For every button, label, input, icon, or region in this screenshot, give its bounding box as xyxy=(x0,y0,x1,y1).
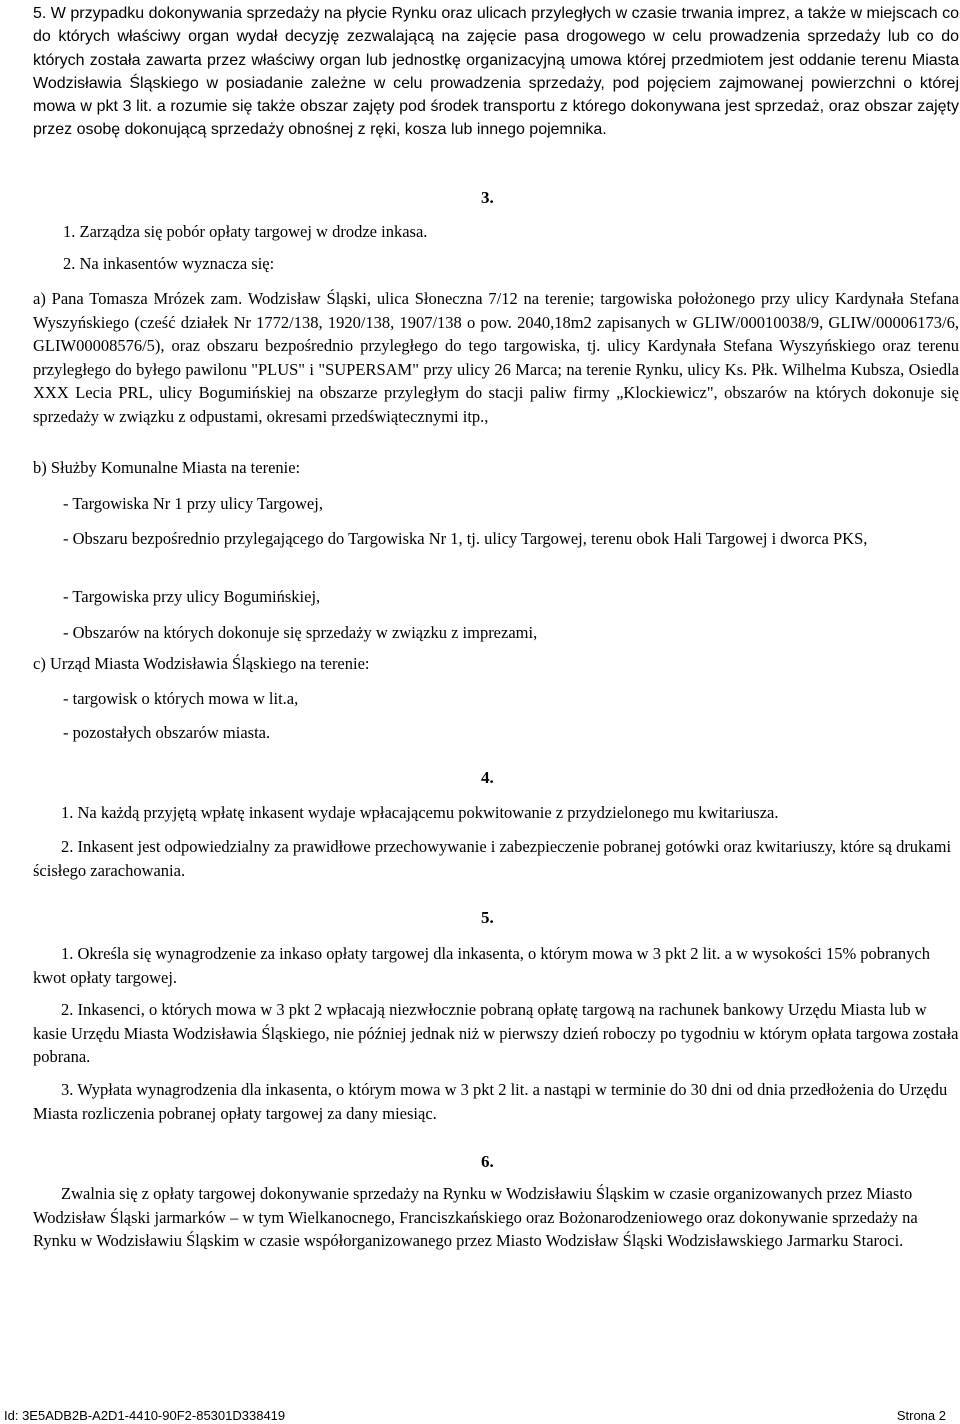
section-3-heading: 3. xyxy=(481,188,494,207)
collector-c-area-2: - pozostałych obszarów miasta. xyxy=(63,723,271,742)
section-5-heading: 5. xyxy=(481,908,494,927)
paragraph-5: 5. W przypadku dokonywania sprzedaży na płycie Rynku oraz ulicach przyległych w czasie trwania imprez, a także w miejscach co do których właściwy organ wydał decyzję zezwalającą na zajęcie pasa drogowego w celu prowadzenia sprzedaży lub co do których została zawarta przez właściwy organ lub jednostkę organizacyjną umowa której przedmiotem jest oddanie terenu Miasta Wodzisławia Śląskiego w posiadanie zależne w celu prowadzenia sprzedaży, pod pojęciem zajmowanej powierzchni o której mowa w pkt 3 lit. a rozumie się także obszar zajęty pod środek transportu z którego dokonywana jest sprzedaż, oraz obszar zajęty przez osobę dokonującą sprzedaży obnośnej z ręki, kosza lub innego pojemnika. xyxy=(33,5,959,139)
collector-c-area-1: - targowisk o których mowa w lit.a, xyxy=(63,689,299,708)
footer-document-id: Id: 3E5ADB2B-A2D1-4410-90F2-85301D338419 xyxy=(4,1408,286,1423)
section-3-point-1: 1. Zarządza się pobór opłaty targowej w drodze inkasa. xyxy=(63,222,428,241)
section-5-point-2: 2. Inkasenci, o których mowa w 3 pkt 2 wpłacają niezwłocznie pobraną opłatę targową na rachunek bankowy Urzędu Miasta lub w kasie Urzędu Miasta Wodzisławia Śląskiego, nie później jednak niż w pierwszy dzień roboczy po tygodniu w którym opłata targowa została pobrana. xyxy=(33,1000,959,1066)
section-4-point-2: 2. Inkasent jest odpowiedzialny za prawidłowe przechowywanie i zabezpieczenie pobranej gotówki oraz kwitariuszy, które są drukami ścisłego zarachowania. xyxy=(33,837,952,880)
section-4-heading: 4. xyxy=(481,768,494,787)
collector-b-area-2: - Obszaru bezpośrednio przylegającego do Targowiska Nr 1, tj. ulicy Targowej, terenu obok Hali Targowej i dworca PKS, xyxy=(63,529,868,548)
collector-b: b) Służby Komunalne Miasta na terenie: xyxy=(33,458,301,477)
section-3-point-2: 2. Na inkasentów wyznacza się: xyxy=(63,254,275,273)
collector-c: c) Urząd Miasta Wodzisławia Śląskiego na terenie: xyxy=(33,654,370,673)
collector-a: a) Pana Tomasza Mrózek zam. Wodzisław Śląski, ulica Słoneczna 7/12 na terenie; targowiska położonego przy ulicy Kardynała Stefana Wyszyńskiego (cześć działek Nr 1772/138, 1920/138, 1907/138 o pow. 2040,18m2 zapisanych w GLIW/00010038/9, GLIW/00006173/6, GLIW00008576/5), oraz obszaru bezpośrednio przyległego do tego targowiska, tj. ulicy Kardynała Stefana Wyszyńskiego oraz terenu przyległego do byłego pawilonu "PLUS" i "SUPERSAM" przy ulicy 26 Marca; na terenie Rynku, ulicy Ks. Płk. Wilhelma Kubsza, Osiedla XXX Lecia PRL, ulicy Bogumińskiej na obszarze przyległym do stacji paliw firmy „Klockiewicz", obszarów na których dokonuje się sprzedaży w związku z odpustami, okresami przedświątecznymi itp., xyxy=(33,289,959,426)
collector-b-area-3: - Targowiska przy ulicy Bogumińskiej, xyxy=(63,587,321,606)
section-6-heading: 6. xyxy=(481,1152,494,1171)
section-4-point-1: 1. Na każdą przyjętą wpłatę inkasent wydaje wpłacającemu pokwitowanie z przydzielonego mu kwitariusza. xyxy=(61,803,779,822)
footer-page-number: Strona 2 xyxy=(896,1408,946,1423)
section-5-point-1: 1. Określa się wynagrodzenie za inkaso opłaty targowej dla inkasenta, o którym mowa w 3 pkt 2 lit. a w wysokości 15% pobranych kwot opłaty targowej. xyxy=(33,944,930,987)
collector-b-area-4: - Obszarów na których dokonuje się sprzedaży w związku z imprezami, xyxy=(63,623,538,642)
section-5-point-3: 3. Wypłata wynagrodzenia dla inkasenta, o którym mowa w 3 pkt 2 lit. a nastąpi w terminie do 30 dni od dnia przedłożenia do Urzędu Miasta rozliczenia pobranej opłaty targowej za dany miesiąc. xyxy=(33,1080,948,1123)
section-6-paragraph: Zwalnia się z opłaty targowej dokonywanie sprzedaży na Rynku w Wodzisławiu Śląskim w czasie organizowanych przez Miasto Wodzisław Śląski jarmarków – w tym Wielkanocnego, Franciszkańskiego oraz Bożonarodzeniowego oraz dokonywanie sprzedaży na Rynku w Wodzisławiu Śląskim w czasie współorganizowanego przez Miasto Wodzisław Śląski Wodzisławskiego Jarmarku Staroci. xyxy=(33,1184,918,1250)
collector-b-area-1: - Targowiska Nr 1 przy ulicy Targowej, xyxy=(63,494,323,513)
